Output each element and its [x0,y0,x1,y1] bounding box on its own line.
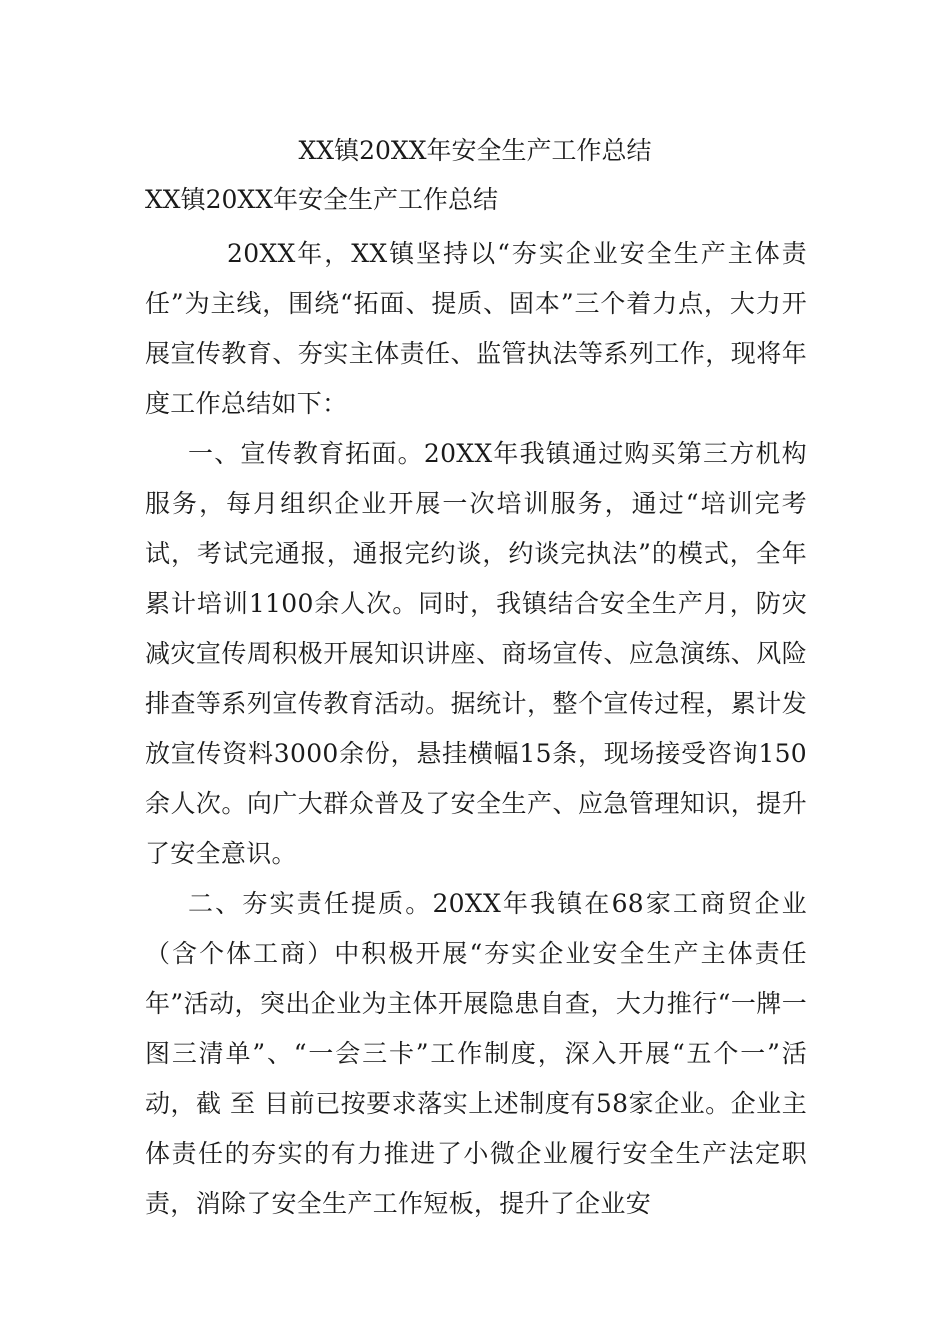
document-title: XX镇20XX年安全生产工作总结 [298,136,652,165]
document-subtitle: XX镇20XX年安全生产工作总结 [145,185,499,214]
document-body [145,229,807,1229]
paragraph-intro: 20XX年，XX镇坚持以“夯实企业安全生产主体责任”为主线，围绕“拓面、提质、固本”三个着力点，大力开展宣传教育、夯实主体责任、监管执法等系列工作，现将年度工作总结如下： [145,239,807,418]
paragraph-publicity-education: 一、宣传教育拓面。20XX年我镇通过购买第三方机构服务，每月组织企业开展一次培训服务，通过“培训完考试，考试完通报，通报完约谈，约谈完执法”的模式，全年累计培训1100余人次。同时，我镇结合安全生产月，防灾减灾宣传周积极开展知识讲座、商场宣传、应急演练、风险排查等系列宣传教育活动。据统计，整个宣传过程，累计发放宣传资料3000余份，悬挂横幅15条，现场接受咨询150余人次。向广大群众普及了安全生产、应急管理知识，提升了安全意识。 [145,439,807,868]
paragraph-responsibility: 二、夯实责任提质。20XX年我镇在68家工商贸企业（含个体工商）中积极开展“夯实企业安全生产主体责任年”活动，突出企业为主体开展隐患自查，大力推行“一牌一图三清单”、“一会三卡”工作制度，深入开展“五个一”活动，截 至 目前已按要求落实上述制度有58家企业。企业主体责任的夯实的有力推进了小微企业履行安全生产法定职责，消除了安全生产工作短板，提升了企业安 [145,889,807,1218]
